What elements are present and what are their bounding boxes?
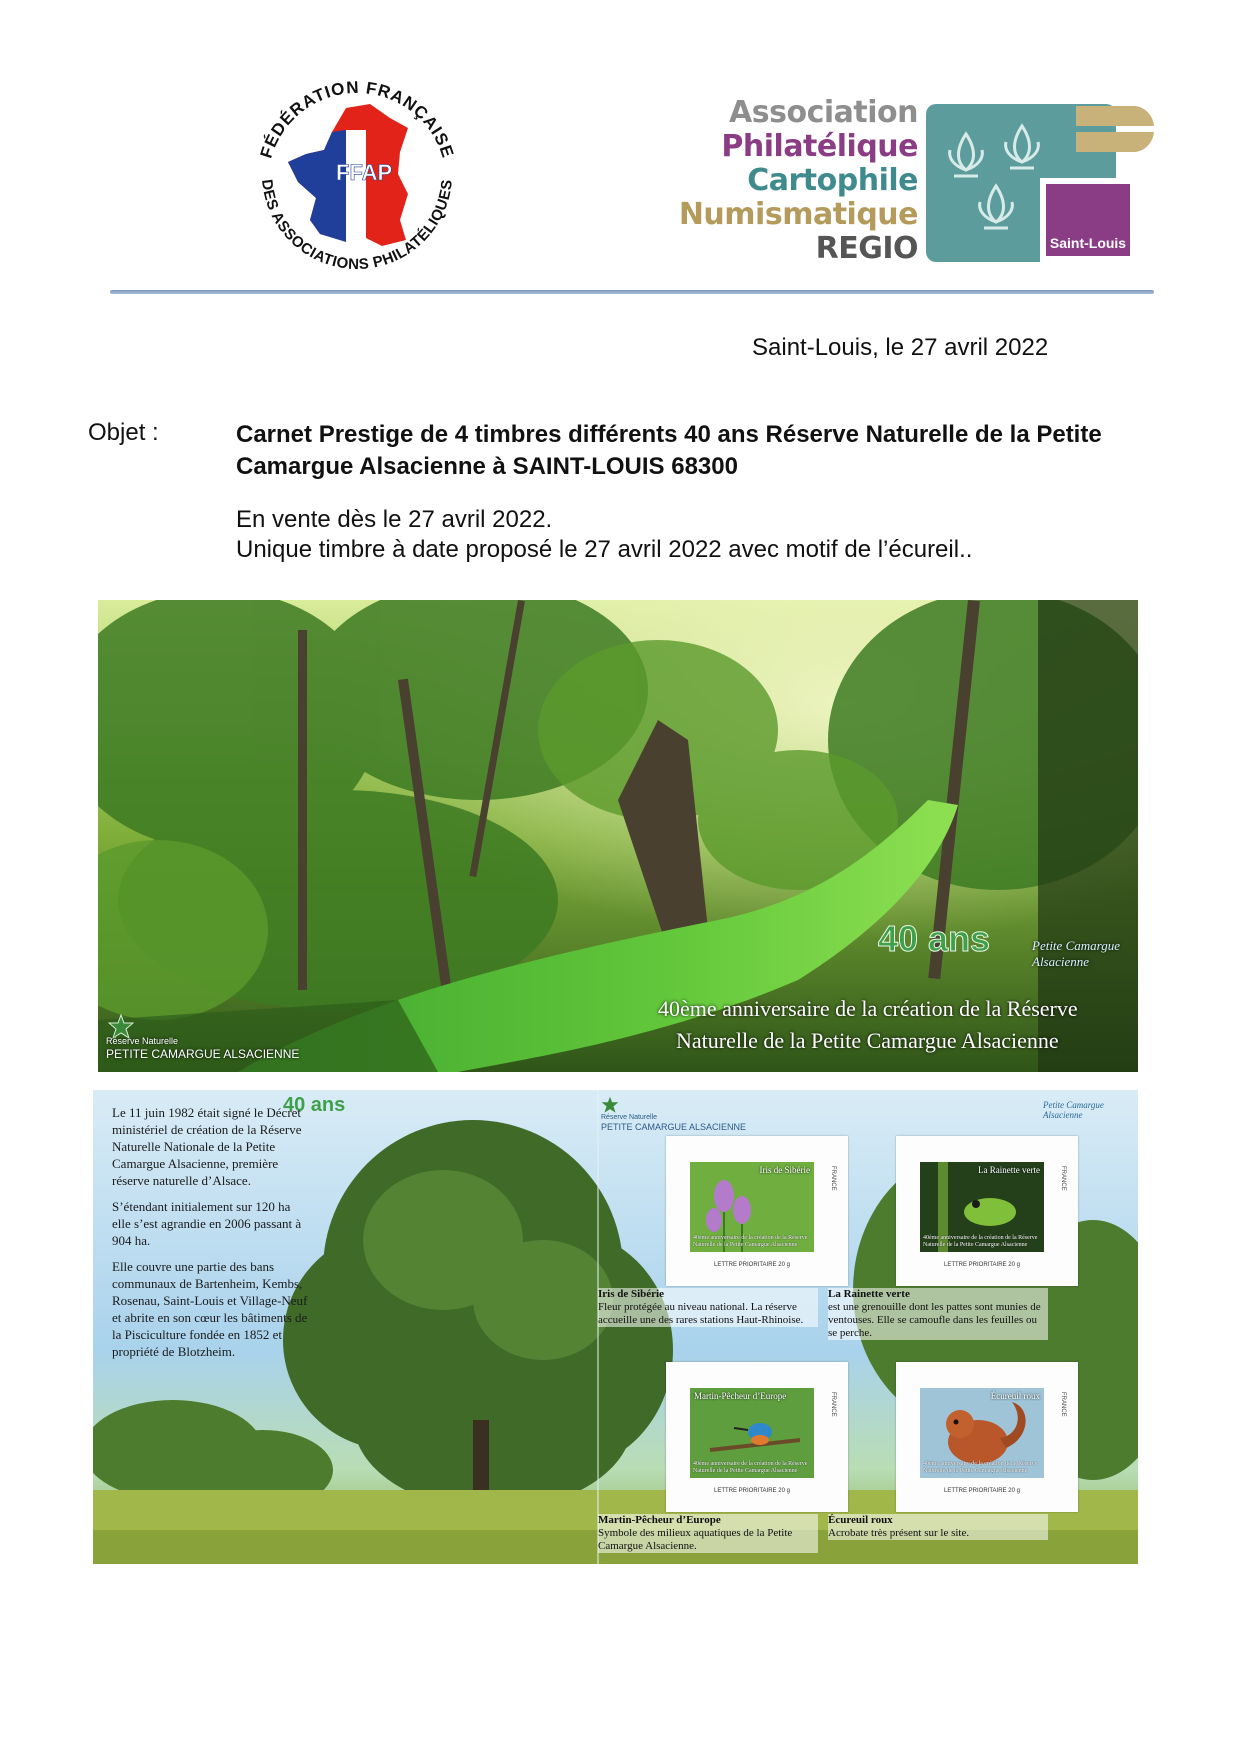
caption-ecureuil-text: Acrobate très présent sur le site. bbox=[828, 1527, 970, 1539]
stamp-martin-pecheur-country: FRANCE bbox=[830, 1392, 836, 1417]
association-line-1: Association bbox=[729, 95, 918, 130]
history-text bbox=[112, 1104, 308, 1369]
stamp-rainette-small-text: 40ème anniversaire de la création de la Réserve Naturelle de la Petite Camargue Alsacienne bbox=[923, 1235, 1038, 1248]
stamp-rainette-value: LETTRE PRIORITAIRE 20 g bbox=[944, 1262, 1020, 1268]
stamp-ecureuil-image bbox=[920, 1388, 1044, 1478]
inside-reserve-label-top: Réserve Naturelle bbox=[601, 1114, 658, 1121]
ffap-ring-bottom: DES ASSOCIATIONS PHILATÉLIQUES bbox=[258, 178, 456, 274]
stamp-martin-pecheur-image bbox=[690, 1388, 814, 1478]
association-name-block bbox=[668, 96, 918, 266]
stamp-rainette bbox=[896, 1136, 1078, 1286]
history-paragraph-1: Le 11 juin 1982 était signé le Décret ministériel de création de la Réserve Naturelle Nationale de la Petite Camargue Alsacienne, première réserve naturelle d’Alsace. bbox=[112, 1105, 302, 1188]
cover-title-line-1: 40ème anniversaire de la création de la Réserve bbox=[658, 996, 1078, 1021]
france-map-white bbox=[346, 130, 366, 242]
association-badge bbox=[926, 104, 1154, 264]
anniversary-logo: 40 ans bbox=[878, 918, 991, 959]
stamp-iris bbox=[666, 1136, 848, 1286]
stamp-ecureuil-country: FRANCE bbox=[1060, 1392, 1066, 1417]
caption-iris bbox=[598, 1288, 818, 1327]
inside-anniversary-logo: 40 ans bbox=[283, 1094, 346, 1116]
caption-ecureuil bbox=[828, 1514, 1048, 1540]
history-paragraph-2: S’étendant initialement sur 120 ha elle s’est agrandie en 2006 passant à 904 ha. bbox=[112, 1199, 302, 1248]
stamp-iris-image bbox=[690, 1162, 814, 1252]
stamp-martin-pecheur-value: LETTRE PRIORITAIRE 20 g bbox=[714, 1488, 790, 1494]
booklet-cover bbox=[98, 600, 1138, 1072]
caption-iris-title: Iris de Sibérie bbox=[598, 1288, 664, 1300]
association-line-5: REGIO bbox=[815, 231, 918, 266]
badge-label: Saint-Louis bbox=[1049, 235, 1127, 251]
ffap-logo bbox=[248, 70, 466, 288]
stamp-iris-title: Iris de Sibérie bbox=[759, 1165, 810, 1175]
stamp-martin-pecheur-title: Martin-Pêcheur d’Europe bbox=[694, 1391, 787, 1401]
stamp-rainette-country: FRANCE bbox=[1060, 1166, 1066, 1191]
objet-title: Carnet Prestige de 4 timbres différents 40 ans Réserve Naturelle de la Petite Camargue Alsacienne à SAINT-LOUIS 68300 bbox=[236, 421, 1102, 480]
header-divider bbox=[110, 290, 1154, 294]
stamp-martin-pecheur-small-text: 40ème anniversaire de la création de la Réserve Naturelle de la Petite Camargue Alsacienne bbox=[693, 1461, 808, 1474]
stamp-iris-country: FRANCE bbox=[830, 1166, 836, 1191]
france-map-blue bbox=[288, 130, 346, 242]
stamp-ecureuil-small-text: 40ème anniversaire de la création de la Réserve Naturelle de la Petite Camargue Alsacienne bbox=[923, 1461, 1038, 1474]
reserve-label-bottom: PETITE CAMARGUE ALSACIENNE bbox=[106, 1047, 300, 1061]
association-line-3: Cartophile bbox=[747, 163, 918, 198]
stamp-rainette-image bbox=[920, 1162, 1044, 1252]
ffap-ring-top: FÉDÉRATION FRANÇAISE bbox=[256, 77, 458, 161]
caption-iris-text: Fleur protégée au niveau national. La réserve accueille une des rares stations Haut-Rhinoise. bbox=[598, 1301, 804, 1326]
caption-martin-pecheur-text: Symbole des milieux aquatiques de la Petite Camargue Alsacienne. bbox=[598, 1527, 793, 1552]
stamp-ecureuil-value: LETTRE PRIORITAIRE 20 g bbox=[944, 1488, 1020, 1494]
history-paragraph-3: Elle couvre une partie des bans communaux de Bartenheim, Kembs, Rosenau, Saint-Louis et Village-Neuf et abrite en son cœur les bâtiments de la Pisciculture fondée en 1852 et propriété de Blotzheim. bbox=[112, 1259, 308, 1359]
stamp-ecureuil bbox=[896, 1362, 1078, 1512]
caption-rainette-text: est une grenouille dont les pattes sont munies de ventouses. Elle se camoufle dans les feuilles ou se perche. bbox=[828, 1301, 1041, 1339]
caption-ecureuil-title: Écureuil roux bbox=[828, 1514, 893, 1526]
caption-rainette bbox=[828, 1288, 1048, 1340]
stamp-ecureuil-title: Écureuil roux bbox=[990, 1391, 1040, 1401]
cover-title-line-2: Naturelle de la Petite Camargue Alsacienne bbox=[676, 1028, 1059, 1053]
sale-date-line: En vente dès le 27 avril 2022. bbox=[236, 506, 553, 533]
ffap-monogram: FFAP bbox=[336, 160, 393, 185]
association-line-2: Philatélique bbox=[721, 129, 918, 164]
inside-camargue-logo: Petite Camargue Alsacienne bbox=[1043, 1100, 1104, 1120]
inside-reserve-label-bottom: PETITE CAMARGUE ALSACIENNE bbox=[601, 1122, 747, 1132]
objet-label: Objet : bbox=[88, 419, 159, 446]
association-line-4: Numismatique bbox=[678, 197, 918, 232]
caption-martin-pecheur bbox=[598, 1514, 818, 1553]
caption-martin-pecheur-title: Martin-Pêcheur d’Europe bbox=[598, 1514, 721, 1526]
place-date: Saint-Louis, le 27 avril 2022 bbox=[752, 334, 1049, 361]
stamp-iris-value: LETTRE PRIORITAIRE 20 g bbox=[714, 1262, 790, 1268]
stamp-rainette-title: La Rainette verte bbox=[978, 1165, 1040, 1175]
stamp-martin-pecheur bbox=[666, 1362, 848, 1512]
camargue-logo: Petite Camargue Alsacienne bbox=[1032, 938, 1120, 969]
reserve-label-top: Réserve Naturelle bbox=[106, 1036, 179, 1046]
postmark-line: Unique timbre à date proposé le 27 avril 2022 avec motif de l’écureil.. bbox=[236, 536, 973, 563]
caption-rainette-title: La Rainette verte bbox=[828, 1288, 910, 1300]
stamp-iris-small-text: 40ème anniversaire de la création de la Réserve Naturelle de la Petite Camargue Alsacienne bbox=[693, 1235, 808, 1248]
